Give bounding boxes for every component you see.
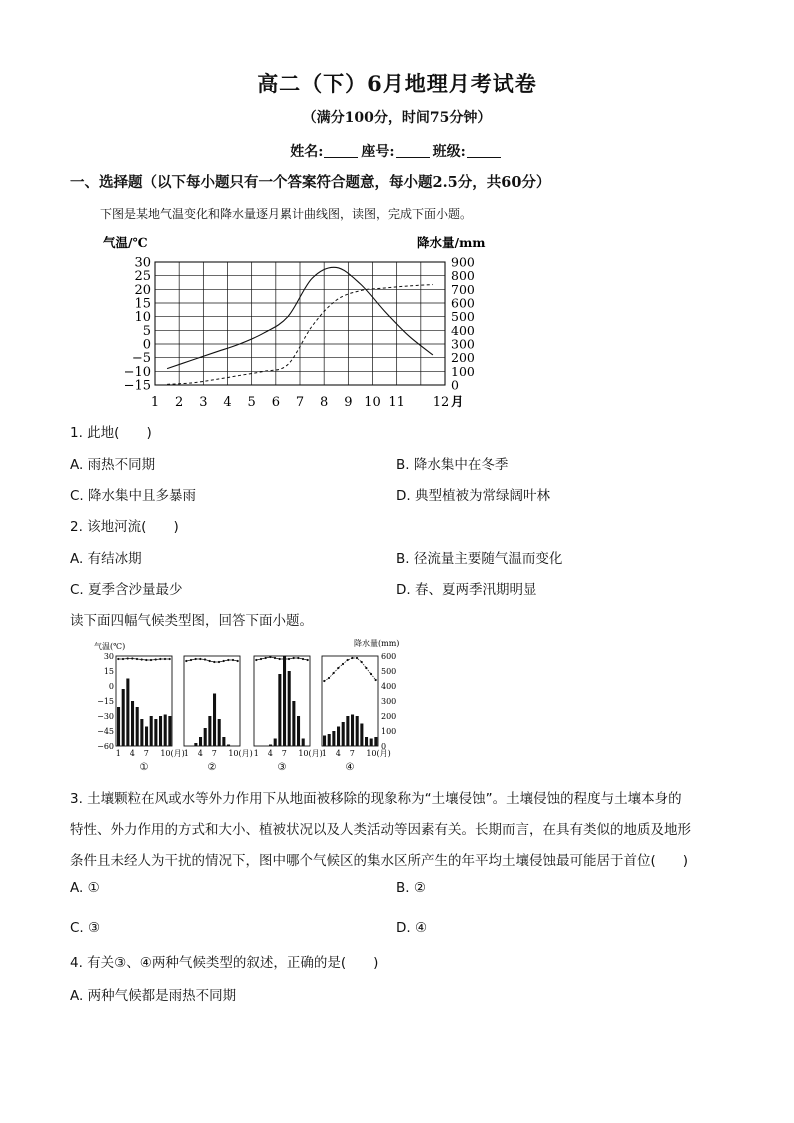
climate-x-tick: 4	[267, 749, 273, 758]
class-blank[interactable]	[467, 143, 501, 158]
y2-tick-label: 200	[451, 350, 475, 366]
climate-left-ticks	[97, 652, 114, 751]
y-tick-label: 30	[134, 255, 151, 271]
climate-x-tick: 1	[321, 749, 327, 758]
climate-x-tick: 10(月)	[298, 749, 323, 758]
precipitation-bar	[126, 679, 129, 747]
y2-tick-label: 600	[451, 295, 475, 311]
precipitation-bar	[283, 656, 286, 746]
precipitation-bar	[370, 739, 373, 747]
precipitation-bar	[297, 716, 300, 746]
exam-subtitle: （满分100分，时间75分钟）	[302, 110, 492, 126]
climate-y-tick: −60	[97, 742, 114, 751]
precipitation-bar	[168, 716, 171, 746]
student-info-line	[0, 141, 794, 161]
y-tick-label: −5	[131, 351, 151, 367]
x-tick-label: 3	[199, 395, 208, 410]
precipitation-bar	[365, 737, 368, 746]
precipitation-bar	[122, 689, 125, 746]
section-heading: 一、选择题（以下每小题只有一个答案符合题意，每小题2.5分，共60分）	[70, 174, 551, 191]
y-tick-label: 15	[134, 296, 151, 312]
precipitation-bar	[356, 716, 359, 746]
class-label: 班级:	[432, 144, 466, 160]
precipitation-bar	[164, 715, 167, 747]
precipitation-bar	[292, 701, 295, 746]
panel-frame	[254, 656, 310, 746]
precipitation-bar	[328, 734, 331, 746]
panel-label: ①	[139, 762, 149, 773]
climate-x-tick: 4	[129, 749, 135, 758]
climate-x-tick: 7	[211, 749, 217, 758]
y2-tick-label: 500	[451, 309, 475, 325]
q3-option-c[interactable]: C. ③	[70, 920, 101, 936]
x-tick-label: 1	[150, 395, 160, 410]
temperature-curve	[256, 657, 307, 660]
precipitation-bar	[218, 719, 221, 746]
question-3-line-1: 3. 土壤颗粒在风或水等外力作用下从地面被移除的现象称为“土壤侵蚀”。土壤侵蚀的程度与土壤本身的	[70, 791, 682, 807]
precipitation-bar	[227, 745, 230, 747]
climate-y-tick: 15	[103, 667, 114, 676]
y2-tick-label: 900	[451, 254, 475, 270]
precipitation-bar	[288, 671, 291, 746]
climate-y2-tick: 200	[381, 712, 397, 721]
climate-panels	[116, 656, 391, 773]
q2-option-a[interactable]: A. 有结冰期	[70, 551, 142, 567]
climate-panel-3	[254, 656, 323, 773]
name-label: 姓名:	[290, 144, 324, 160]
x-tick-label: 8	[320, 395, 329, 410]
q1-option-d[interactable]: D. 典型植被为常绿阔叶林	[396, 488, 550, 504]
climate-x-tick: 7	[349, 749, 355, 758]
x-tick-label: 11	[388, 395, 405, 410]
y2-tick-label: 700	[451, 281, 475, 297]
precipitation-bar	[194, 743, 197, 746]
climate-right-ticks	[381, 652, 396, 751]
seat-blank[interactable]	[396, 143, 430, 158]
climate-y2-tick: 100	[381, 727, 397, 736]
x-tick-label: 5	[247, 395, 256, 410]
panel-frame	[322, 656, 378, 746]
climate-x-tick: 7	[281, 749, 287, 758]
temperature-precipitation-chart	[95, 230, 486, 412]
y-tick-label: 5	[142, 323, 151, 339]
climate-charts-intro: 读下面四幅气候类型图，回答下面小题。	[70, 613, 313, 629]
climate-type-charts	[88, 636, 408, 778]
exam-title: 高二（下）6月地理月考试卷	[257, 71, 537, 96]
climate-y-tick: −45	[97, 727, 114, 736]
climate-y2-tick: 0	[381, 742, 387, 751]
precipitation-bar	[337, 727, 340, 747]
x-tick-label: 12	[432, 395, 450, 410]
y2-tick-label: 300	[451, 336, 475, 352]
precipitation-bar	[213, 694, 216, 747]
climate-y2-label: 降水量(mm)	[354, 639, 400, 648]
precipitation-bar	[150, 716, 153, 746]
precipitation-bar	[199, 737, 202, 746]
y-tick-label: 20	[134, 282, 151, 298]
precipitation-bar	[117, 707, 120, 746]
climate-x-tick: 10(月)	[366, 749, 391, 758]
y-tick-label: 25	[134, 269, 151, 285]
x-tick-label: 2	[175, 395, 184, 410]
y2-tick-label: 400	[451, 322, 475, 338]
x-tick-label: 9	[344, 395, 353, 410]
climate-panel-1	[116, 656, 185, 773]
y-tick-label: −10	[123, 364, 151, 380]
x-tick-label: 10	[364, 395, 381, 410]
precipitation-bar	[269, 745, 272, 747]
chart1-x-ticks	[151, 395, 449, 410]
precipitation-bar	[274, 739, 277, 747]
temperature-curve	[186, 659, 237, 662]
climate-y-tick: −30	[97, 712, 114, 721]
climate-y2-tick: 400	[381, 682, 397, 691]
y-tick-label: 10	[134, 310, 151, 326]
climate-x-tick: 1	[253, 749, 259, 758]
precipitation-bar	[154, 719, 157, 746]
climate-panel-2	[184, 656, 253, 773]
temperature-curve	[118, 659, 169, 661]
precipitation-bar	[204, 728, 207, 746]
climate-y2-tick: 500	[381, 667, 397, 676]
climate-y-tick: 0	[108, 682, 114, 691]
precipitation-bar	[222, 737, 225, 746]
chart1-grid	[155, 262, 445, 385]
seat-label: 座号:	[361, 144, 395, 160]
x-tick-label: 7	[295, 395, 305, 410]
q2-option-c[interactable]: C. 夏季含沙量最少	[70, 582, 183, 598]
precipitation-bar	[159, 716, 162, 746]
y-tick-label: −15	[123, 378, 151, 394]
y2-tick-label: 0	[451, 377, 459, 393]
y-axis-label: 气温/℃	[103, 235, 148, 250]
chart1-left-ticks	[124, 256, 151, 394]
climate-y-label: 气温(℃)	[94, 642, 126, 651]
chart1-intro: 下图是某地气温变化和降水量逐月累计曲线图，读图，完成下面小题。	[100, 207, 473, 221]
precipitation-bar	[131, 701, 134, 746]
climate-x-tick: 1	[183, 749, 189, 758]
name-blank[interactable]	[324, 143, 358, 158]
panel-label: ④	[345, 762, 355, 773]
climate-y-tick: 30	[103, 652, 114, 661]
temperature-curve	[324, 658, 375, 681]
q1-option-c[interactable]: C. 降水集中且多暴雨	[70, 488, 197, 504]
climate-x-tick: 1	[115, 749, 121, 758]
precipitation-bar	[374, 737, 377, 746]
panel-label: ③	[277, 762, 287, 773]
y2-axis-label: 降水量/mm	[417, 235, 486, 250]
question-4-stem: 4. 有关③、④两种气候类型的叙述，正确的是( )	[70, 955, 379, 971]
y-tick-label: 0	[142, 337, 151, 353]
x-tick-label: 4	[223, 395, 232, 410]
precipitation-bar	[351, 715, 354, 747]
precipitation-bar	[346, 716, 349, 746]
x-tick-label: 6	[271, 395, 280, 410]
q1-option-b[interactable]: B. 降水集中在冬季	[396, 457, 509, 473]
precipitation-bar	[278, 674, 281, 746]
precipitation-bar	[360, 724, 363, 747]
climate-x-tick: 7	[143, 749, 149, 758]
q2-option-d[interactable]: D. 春、夏两季汛期明显	[396, 582, 537, 598]
precipitation-bar	[302, 739, 305, 747]
panel-frame	[184, 656, 240, 746]
question-2-stem: 2. 该地河流( )	[70, 519, 179, 535]
chart1-right-ticks	[451, 255, 475, 393]
q3-option-d[interactable]: D. ④	[396, 920, 428, 936]
y2-tick-label: 100	[451, 363, 475, 379]
question-1-stem: 1. 此地( )	[70, 425, 152, 441]
climate-x-tick: 4	[335, 749, 341, 758]
panel-label: ②	[207, 762, 217, 773]
climate-x-tick: 10(月)	[228, 749, 253, 758]
precipitation-bar	[136, 707, 139, 746]
climate-y2-tick: 300	[381, 697, 397, 706]
climate-y2-tick: 600	[381, 652, 397, 661]
climate-x-tick: 10(月)	[160, 749, 185, 758]
q4-option-a[interactable]: A. 两种气候都是雨热不同期	[70, 988, 237, 1004]
climate-y-tick: −15	[97, 697, 114, 706]
precipitation-bar	[208, 716, 211, 746]
climate-x-tick: 4	[197, 749, 203, 758]
question-3-line-3: 条件且未经人为干扰的情况下，图中哪个气候区的集水区所产生的年平均土壤侵蚀最可能居于首位( )	[70, 853, 689, 869]
precipitation-bar	[145, 727, 148, 747]
q3-option-b[interactable]: B. ②	[396, 880, 426, 896]
precipitation-bar	[342, 722, 345, 746]
y2-tick-label: 800	[451, 268, 475, 284]
x-axis-unit: 月	[451, 394, 464, 409]
precipitation-bar	[140, 719, 143, 746]
q1-option-a[interactable]: A. 雨热不同期	[70, 457, 156, 473]
question-3-line-2: 特性、外力作用的方式和大小、植被状况以及人类活动等因素有关。长期而言，在具有类似的地质及地形	[70, 822, 691, 838]
q3-option-a[interactable]: A. ①	[70, 880, 100, 896]
precipitation-bar	[332, 731, 335, 746]
precipitation-bar	[323, 736, 326, 747]
q2-option-b[interactable]: B. 径流量主要随气温而变化	[396, 551, 563, 567]
